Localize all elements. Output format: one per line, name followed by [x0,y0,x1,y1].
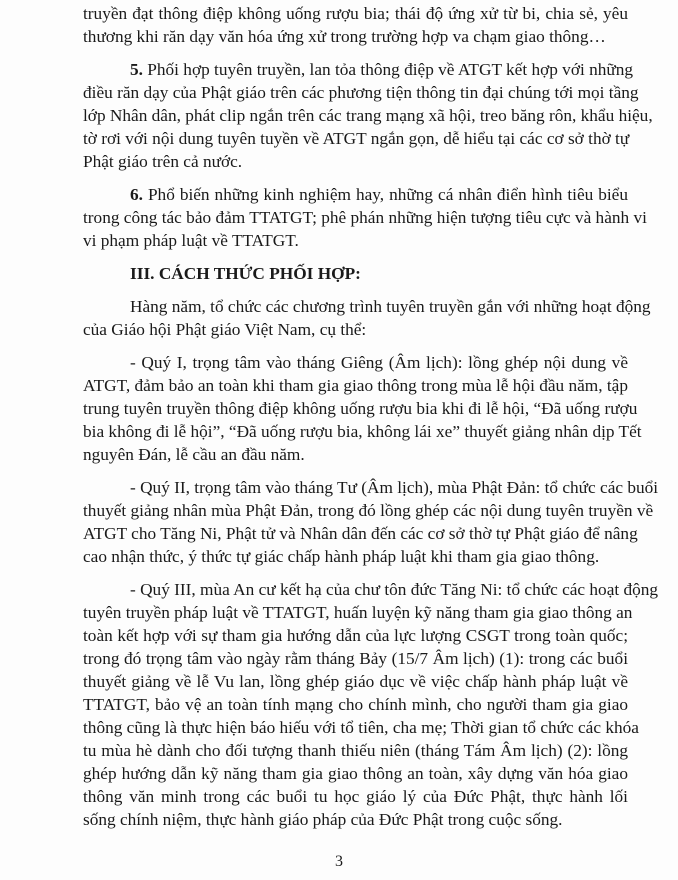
text-line [83,81,639,104]
line-text: Phật giáo trên cả nước. [83,152,243,171]
text-line [83,670,628,693]
line-text: ATGT cho Tăng Ni, Phật tử và Nhân dân đến các cơ sở thờ tự Phật giáo để nâng [83,524,638,543]
text-line [83,578,659,601]
line-text: - Quý III, mùa An cư kết hạ của chư tôn đức Tăng Ni: tổ chức các hoạt động [130,580,659,599]
paragraph [83,476,659,568]
text-line [83,739,628,762]
line-text: thuyết giảng nhân mùa Phật Đản, trong đó lồng ghép các nội dung tuyên truyền về [83,501,654,520]
line-text: - Quý I, trọng tâm vào tháng Giêng (Âm lịch): lồng ghép nội dung về [130,353,628,372]
line-text: truyền đạt thông điệp không uống rượu bia; thái độ ứng xử từ bi, chia sẻ, yêu [83,4,628,23]
text-line [83,295,651,318]
section-heading: III. CÁCH THỨC PHỐI HỢP: [130,264,361,283]
text-line [83,522,638,545]
text-line [83,443,628,466]
line-text: thông cũng là thực hiện báo hiếu với tổ tiên, cha mẹ; Thời gian tổ chức các khóa [83,718,639,737]
text-line [83,127,628,150]
line-text: điều răn dạy của Phật giáo trên các phương tiện thông tin đại chúng tới mọi tầng [83,83,639,102]
text-line [83,601,633,624]
text-line [83,808,628,831]
line-text: tuyên truyền pháp luật về TTATGT, huấn luyện kỹ năng tham gia giao thông an [83,603,633,622]
line-text: trong công tác bảo đảm TTATGT; phê phán những hiện tượng tiêu cực và hành vi [83,208,647,227]
line-text: - Quý II, trọng tâm vào tháng Tư (Âm lịch), mùa Phật Đản: tổ chức các buổi [130,478,659,497]
line-text: tu mùa hè dành cho đối tượng thanh thiếu niên (tháng Tám Âm lịch) (2): lồng [83,741,628,760]
line-text: TTATGT, bảo vệ an toàn tính mạng cho chính mình, cho người tham gia giao [83,695,628,714]
paragraph [83,578,659,831]
line-text: cao nhận thức, ý thức tự giác chấp hành pháp luật khi tham gia giao thông. [83,547,600,566]
line-text: sống chính niệm, thực hành giáo pháp của Đức Phật trong cuộc sống. [83,810,563,829]
text-line [83,183,628,206]
document-page [83,2,659,841]
item-number: 6. [130,185,143,204]
line-text: ATGT, đảm bảo an toàn khi tham gia giao thông trong mùa lễ hội đầu năm, tập [83,376,628,395]
text-line [83,206,647,229]
line-text: Phối hợp tuyên truyền, lan tỏa thông điệp về ATGT kết hợp với những [142,60,634,79]
text-line [83,229,628,252]
text-line [83,476,659,499]
text-line [83,693,628,716]
line-text: bia không đi lễ hội”, “Đã uống rượu bia, không lái xe” thuyết giảng nhân dịp Tết [83,422,642,441]
text-line [83,624,628,647]
line-text: lớp Nhân dân, phát clip ngắn trên các trang mạng xã hội, treo băng rôn, khẩu hiệu, [83,106,653,125]
line-text: trung tuyên truyền thông điệp không uống rượu bia khi đi lễ hội, “Đã uống rượu [83,399,638,418]
line-text: Hàng năm, tổ chức các chương trình tuyên truyền gắn với những hoạt động [130,297,651,316]
page-number: 3 [335,853,343,870]
text-line [83,420,642,443]
paragraph [83,183,647,252]
line-text: của Giáo hội Phật giáo Việt Nam, cụ thể: [83,320,367,339]
text-line [83,104,653,127]
line-text: trong đó trọng tâm vào ngày rằm tháng Bảy (15/7 Âm lịch) (1): trong các buổi [83,649,628,668]
line-text: tờ rơi với nội dung tuyên tuyền về ATGT ngắn gọn, dễ hiểu tại các cơ sở thờ tự [83,129,630,148]
line-text: thuyết giảng về lễ Vu lan, lồng ghép giáo dục về việc chấp hành pháp luật về [83,672,628,691]
text-line [83,647,628,670]
text-line [83,785,628,808]
text-line [83,2,628,25]
text-line [83,25,628,48]
line-text: Phổ biến những kinh nghiệm hay, những cá nhân điển hình tiêu biểu [142,185,628,204]
paragraph [83,351,642,466]
text-line [83,318,628,341]
line-text: thông văn minh trong các buổi tu học giáo lý của Đức Phật, thực hành lối [83,787,628,806]
text-line [83,351,628,374]
text-line [83,545,628,568]
paragraph [83,2,628,48]
line-text: toàn kết hợp với sự tham gia hướng dẫn của lực lượng CSGT trong toàn quốc; [83,626,628,645]
text-line [83,397,638,420]
line-text: nguyên Đán, lễ cầu an đầu năm. [83,445,305,464]
text-line [83,499,654,522]
text-line [83,374,628,397]
item-number: 5. [130,60,143,79]
line-text: vi phạm pháp luật về TTATGT. [83,231,299,250]
line-text: ghép hướng dẫn kỹ năng tham gia giao thông an toàn, xây dựng văn hóa giao [83,764,628,783]
text-line [83,762,628,785]
text-line [83,716,639,739]
paragraph [83,295,651,341]
text-line [83,58,634,81]
paragraph [83,58,653,173]
text-line [83,150,628,173]
line-text: thương khi răn dạy văn hóa ứng xử trong trường hợp va chạm giao thông… [83,27,606,46]
